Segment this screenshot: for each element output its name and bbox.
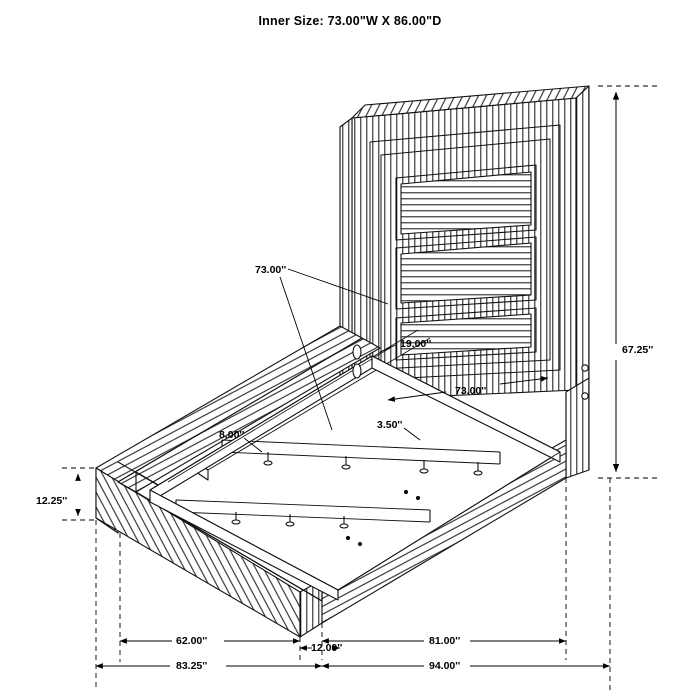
dim-slat-height: 8.00'' <box>219 429 245 441</box>
dim-headboard-panel-height: 19.00'' <box>400 338 432 350</box>
dim-slat-thickness: 3.50'' <box>377 419 403 431</box>
dim-footboard-depth: 62.00'' <box>176 635 208 647</box>
dim-overall-depth-left: 83.25'' <box>176 660 208 672</box>
dim-floor-clearance: 12.25'' <box>36 495 68 507</box>
dim-headboard-overall-height: 67.25'' <box>622 344 654 356</box>
dim-side-depth: 81.00'' <box>429 635 461 647</box>
dim-rail-width: 12.00'' <box>311 642 343 654</box>
dim-headboard-top-width: 73.00'' <box>255 264 287 276</box>
dim-inner-width: 73.00'' <box>455 385 487 397</box>
dim-overall-depth-right: 94.00'' <box>429 660 461 672</box>
page-title: Inner Size: 73.00"W X 86.00"D <box>258 14 442 28</box>
